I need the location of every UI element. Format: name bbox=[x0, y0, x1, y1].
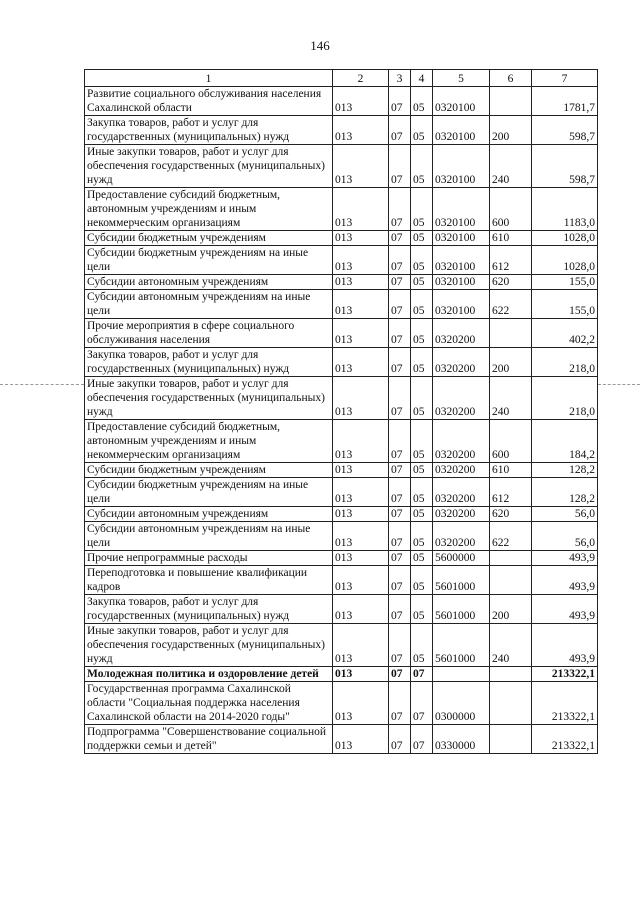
subsection-code-cell: 05 bbox=[411, 290, 433, 319]
section-code-cell: 07 bbox=[389, 420, 411, 463]
ministry-code-cell: 013 bbox=[333, 551, 389, 566]
target-article-code-cell: 0320100 bbox=[433, 145, 490, 188]
expense-type-code-cell: 612 bbox=[490, 246, 532, 275]
target-article-code-cell: 0320100 bbox=[433, 246, 490, 275]
header-cell-4: 4 bbox=[411, 70, 433, 87]
subsection-code-cell: 05 bbox=[411, 348, 433, 377]
budget-table bbox=[84, 69, 598, 754]
expense-type-code-cell: 610 bbox=[490, 463, 532, 478]
table-row bbox=[85, 87, 598, 116]
section-code-cell: 07 bbox=[389, 624, 411, 667]
target-article-code-cell: 0320100 bbox=[433, 116, 490, 145]
section-code-cell: 07 bbox=[389, 290, 411, 319]
section-code-cell: 07 bbox=[389, 478, 411, 507]
target-article-code-cell: 0320200 bbox=[433, 478, 490, 507]
target-article-code-cell: 0300000 bbox=[433, 682, 490, 725]
row-name-cell: Предоставление субсидий бюджетным, автономным учреждениям и иным некоммерческим организациям bbox=[85, 188, 333, 231]
table-row bbox=[85, 246, 598, 275]
table-row bbox=[85, 275, 598, 290]
ministry-code-cell: 013 bbox=[333, 377, 389, 420]
table-row bbox=[85, 624, 598, 667]
target-article-code-cell: 0330000 bbox=[433, 725, 490, 754]
amount-cell: 493,9 bbox=[532, 551, 598, 566]
target-article-code-cell: 0320200 bbox=[433, 319, 490, 348]
row-name-cell: Субсидии бюджетным учреждениям на иные цели bbox=[85, 478, 333, 507]
section-code-cell: 07 bbox=[389, 377, 411, 420]
subsection-code-cell: 05 bbox=[411, 551, 433, 566]
amount-cell: 213322,1 bbox=[532, 725, 598, 754]
subsection-code-cell: 05 bbox=[411, 188, 433, 231]
section-code-cell: 07 bbox=[389, 667, 411, 682]
table-row bbox=[85, 507, 598, 522]
amount-cell: 598,7 bbox=[532, 145, 598, 188]
table-row bbox=[85, 463, 598, 478]
row-name-cell: Субсидии автономным учреждениям на иные цели bbox=[85, 290, 333, 319]
header-cell-7: 7 bbox=[532, 70, 598, 87]
row-name-cell: Субсидии автономным учреждениям bbox=[85, 507, 333, 522]
section-code-cell: 07 bbox=[389, 319, 411, 348]
header-cell-5: 5 bbox=[433, 70, 490, 87]
table-row bbox=[85, 420, 598, 463]
table-row bbox=[85, 377, 598, 420]
amount-cell: 155,0 bbox=[532, 275, 598, 290]
expense-type-code-cell bbox=[490, 551, 532, 566]
section-code-cell: 07 bbox=[389, 188, 411, 231]
row-name-cell: Иные закупки товаров, работ и услуг для обеспечения государственных (муниципальных) нужд bbox=[85, 624, 333, 667]
subsection-code-cell: 05 bbox=[411, 275, 433, 290]
target-article-code-cell: 5600000 bbox=[433, 551, 490, 566]
expense-type-code-cell: 620 bbox=[490, 275, 532, 290]
section-code-cell: 07 bbox=[389, 116, 411, 145]
ministry-code-cell: 013 bbox=[333, 246, 389, 275]
subsection-code-cell: 05 bbox=[411, 420, 433, 463]
target-article-code-cell: 5601000 bbox=[433, 595, 490, 624]
expense-type-code-cell bbox=[490, 667, 532, 682]
target-article-code-cell: 0320200 bbox=[433, 463, 490, 478]
ministry-code-cell: 013 bbox=[333, 145, 389, 188]
subsection-code-cell: 07 bbox=[411, 725, 433, 754]
row-name-cell: Предоставление субсидий бюджетным, автономным учреждениям и иным некоммерческим организациям bbox=[85, 420, 333, 463]
expense-type-code-cell bbox=[490, 682, 532, 725]
amount-cell: 598,7 bbox=[532, 116, 598, 145]
subsection-code-cell: 05 bbox=[411, 116, 433, 145]
amount-cell: 128,2 bbox=[532, 478, 598, 507]
amount-cell: 1028,0 bbox=[532, 246, 598, 275]
subsection-code-cell: 05 bbox=[411, 507, 433, 522]
table-row bbox=[85, 145, 598, 188]
expense-type-code-cell: 240 bbox=[490, 624, 532, 667]
subsection-code-cell: 05 bbox=[411, 145, 433, 188]
row-name-cell: Субсидии бюджетным учреждениям на иные цели bbox=[85, 246, 333, 275]
amount-cell: 213322,1 bbox=[532, 682, 598, 725]
section-code-cell: 07 bbox=[389, 348, 411, 377]
header-cell-2: 2 bbox=[333, 70, 389, 87]
amount-cell: 56,0 bbox=[532, 507, 598, 522]
table-row bbox=[85, 188, 598, 231]
row-name-cell: Государственная программа Сахалинской области "Социальная поддержка населения Сахалинской области на 2014-2020 годы" bbox=[85, 682, 333, 725]
expense-type-code-cell: 622 bbox=[490, 522, 532, 551]
ministry-code-cell: 013 bbox=[333, 275, 389, 290]
subsection-code-cell: 05 bbox=[411, 377, 433, 420]
row-name-cell: Прочие мероприятия в сфере социального обслуживания населения bbox=[85, 319, 333, 348]
subsection-code-cell: 05 bbox=[411, 87, 433, 116]
table-body bbox=[85, 87, 598, 754]
section-code-cell: 07 bbox=[389, 246, 411, 275]
amount-cell: 128,2 bbox=[532, 463, 598, 478]
target-article-code-cell: 5601000 bbox=[433, 566, 490, 595]
expense-type-code-cell bbox=[490, 319, 532, 348]
ministry-code-cell: 013 bbox=[333, 667, 389, 682]
table-row bbox=[85, 116, 598, 145]
section-code-cell: 07 bbox=[389, 682, 411, 725]
subsection-code-cell: 05 bbox=[411, 522, 433, 551]
expense-type-code-cell: 612 bbox=[490, 478, 532, 507]
row-name-cell: Иные закупки товаров, работ и услуг для обеспечения государственных (муниципальных) нужд bbox=[85, 145, 333, 188]
row-name-cell: Подпрограмма "Совершенствование социальной поддержки семьи и детей" bbox=[85, 725, 333, 754]
table-row bbox=[85, 290, 598, 319]
table-row bbox=[85, 725, 598, 754]
amount-cell: 1183,0 bbox=[532, 188, 598, 231]
target-article-code-cell: 0320200 bbox=[433, 348, 490, 377]
subsection-code-cell: 05 bbox=[411, 566, 433, 595]
section-code-cell: 07 bbox=[389, 551, 411, 566]
amount-cell: 56,0 bbox=[532, 522, 598, 551]
ministry-code-cell: 013 bbox=[333, 420, 389, 463]
row-name-cell: Закупка товаров, работ и услуг для государственных (муниципальных) нужд bbox=[85, 348, 333, 377]
row-name-cell: Развитие социального обслуживания населения Сахалинской области bbox=[85, 87, 333, 116]
ministry-code-cell: 013 bbox=[333, 319, 389, 348]
row-name-cell: Субсидии автономным учреждениям на иные цели bbox=[85, 522, 333, 551]
expense-type-code-cell: 200 bbox=[490, 595, 532, 624]
target-article-code-cell: 0320200 bbox=[433, 507, 490, 522]
row-name-cell: Переподготовка и повышение квалификации кадров bbox=[85, 566, 333, 595]
header-cell-1: 1 bbox=[85, 70, 333, 87]
header-cell-3: 3 bbox=[389, 70, 411, 87]
section-code-cell: 07 bbox=[389, 87, 411, 116]
section-code-cell: 07 bbox=[389, 566, 411, 595]
expense-type-code-cell bbox=[490, 87, 532, 116]
subsection-code-cell: 07 bbox=[411, 667, 433, 682]
page-number: 146 bbox=[310, 38, 330, 53]
row-name-cell: Закупка товаров, работ и услуг для государственных (муниципальных) нужд bbox=[85, 595, 333, 624]
amount-cell: 213322,1 bbox=[532, 667, 598, 682]
ministry-code-cell: 013 bbox=[333, 463, 389, 478]
table-row bbox=[85, 595, 598, 624]
scan-artifact-line bbox=[0, 384, 84, 385]
ministry-code-cell: 013 bbox=[333, 478, 389, 507]
expense-type-code-cell bbox=[490, 725, 532, 754]
subsection-code-cell: 05 bbox=[411, 463, 433, 478]
expense-type-code-cell: 200 bbox=[490, 116, 532, 145]
table-row bbox=[85, 348, 598, 377]
target-article-code-cell: 0320100 bbox=[433, 231, 490, 246]
amount-cell: 218,0 bbox=[532, 348, 598, 377]
subsection-code-cell: 05 bbox=[411, 246, 433, 275]
row-name-cell: Субсидии бюджетным учреждениям bbox=[85, 463, 333, 478]
target-article-code-cell: 0320100 bbox=[433, 188, 490, 231]
ministry-code-cell: 013 bbox=[333, 682, 389, 725]
ministry-code-cell: 013 bbox=[333, 87, 389, 116]
ministry-code-cell: 013 bbox=[333, 522, 389, 551]
header-row bbox=[85, 70, 598, 87]
row-name-cell: Молодежная политика и оздоровление детей bbox=[85, 667, 333, 682]
row-name-cell: Закупка товаров, работ и услуг для государственных (муниципальных) нужд bbox=[85, 116, 333, 145]
row-name-cell: Иные закупки товаров, работ и услуг для обеспечения государственных (муниципальных) нужд bbox=[85, 377, 333, 420]
amount-cell: 493,9 bbox=[532, 566, 598, 595]
target-article-code-cell: 0320200 bbox=[433, 522, 490, 551]
expense-type-code-cell: 600 bbox=[490, 188, 532, 231]
table-row bbox=[85, 551, 598, 566]
section-code-cell: 07 bbox=[389, 463, 411, 478]
target-article-code-cell: 0320100 bbox=[433, 290, 490, 319]
amount-cell: 402,2 bbox=[532, 319, 598, 348]
section-code-cell: 07 bbox=[389, 145, 411, 188]
amount-cell: 1781,7 bbox=[532, 87, 598, 116]
subsection-code-cell: 05 bbox=[411, 624, 433, 667]
subsection-code-cell: 07 bbox=[411, 682, 433, 725]
target-article-code-cell: 5601000 bbox=[433, 624, 490, 667]
expense-type-code-cell: 610 bbox=[490, 231, 532, 246]
ministry-code-cell: 013 bbox=[333, 188, 389, 231]
section-code-cell: 07 bbox=[389, 595, 411, 624]
scan-artifact-line bbox=[598, 384, 640, 385]
ministry-code-cell: 013 bbox=[333, 595, 389, 624]
target-article-code-cell: 0320200 bbox=[433, 420, 490, 463]
expense-type-code-cell: 600 bbox=[490, 420, 532, 463]
subsection-code-cell: 05 bbox=[411, 595, 433, 624]
table-row bbox=[85, 231, 598, 246]
ministry-code-cell: 013 bbox=[333, 725, 389, 754]
ministry-code-cell: 013 bbox=[333, 624, 389, 667]
target-article-code-cell: 0320100 bbox=[433, 275, 490, 290]
header-cell-6: 6 bbox=[490, 70, 532, 87]
expense-type-code-cell: 240 bbox=[490, 377, 532, 420]
expense-type-code-cell: 620 bbox=[490, 507, 532, 522]
ministry-code-cell: 013 bbox=[333, 566, 389, 595]
subsection-code-cell: 05 bbox=[411, 478, 433, 507]
table-row bbox=[85, 319, 598, 348]
target-article-code-cell: 0320100 bbox=[433, 87, 490, 116]
expense-type-code-cell: 622 bbox=[490, 290, 532, 319]
table-row bbox=[85, 566, 598, 595]
table-row bbox=[85, 478, 598, 507]
row-name-cell: Субсидии автономным учреждениям bbox=[85, 275, 333, 290]
table-row bbox=[85, 522, 598, 551]
section-code-cell: 07 bbox=[389, 522, 411, 551]
target-article-code-cell bbox=[433, 667, 490, 682]
row-name-cell: Прочие непрограммные расходы bbox=[85, 551, 333, 566]
amount-cell: 155,0 bbox=[532, 290, 598, 319]
section-code-cell: 07 bbox=[389, 725, 411, 754]
ministry-code-cell: 013 bbox=[333, 231, 389, 246]
ministry-code-cell: 013 bbox=[333, 116, 389, 145]
target-article-code-cell: 0320200 bbox=[433, 377, 490, 420]
row-name-cell: Субсидии бюджетным учреждениям bbox=[85, 231, 333, 246]
amount-cell: 184,2 bbox=[532, 420, 598, 463]
section-code-cell: 07 bbox=[389, 507, 411, 522]
amount-cell: 218,0 bbox=[532, 377, 598, 420]
expense-type-code-cell: 200 bbox=[490, 348, 532, 377]
section-code-cell: 07 bbox=[389, 231, 411, 246]
amount-cell: 493,9 bbox=[532, 624, 598, 667]
section-code-cell: 07 bbox=[389, 275, 411, 290]
subsection-code-cell: 05 bbox=[411, 319, 433, 348]
expense-type-code-cell: 240 bbox=[490, 145, 532, 188]
amount-cell: 1028,0 bbox=[532, 231, 598, 246]
table-row bbox=[85, 667, 598, 682]
ministry-code-cell: 013 bbox=[333, 348, 389, 377]
ministry-code-cell: 013 bbox=[333, 290, 389, 319]
table-row bbox=[85, 682, 598, 725]
amount-cell: 493,9 bbox=[532, 595, 598, 624]
ministry-code-cell: 013 bbox=[333, 507, 389, 522]
subsection-code-cell: 05 bbox=[411, 231, 433, 246]
expense-type-code-cell bbox=[490, 566, 532, 595]
